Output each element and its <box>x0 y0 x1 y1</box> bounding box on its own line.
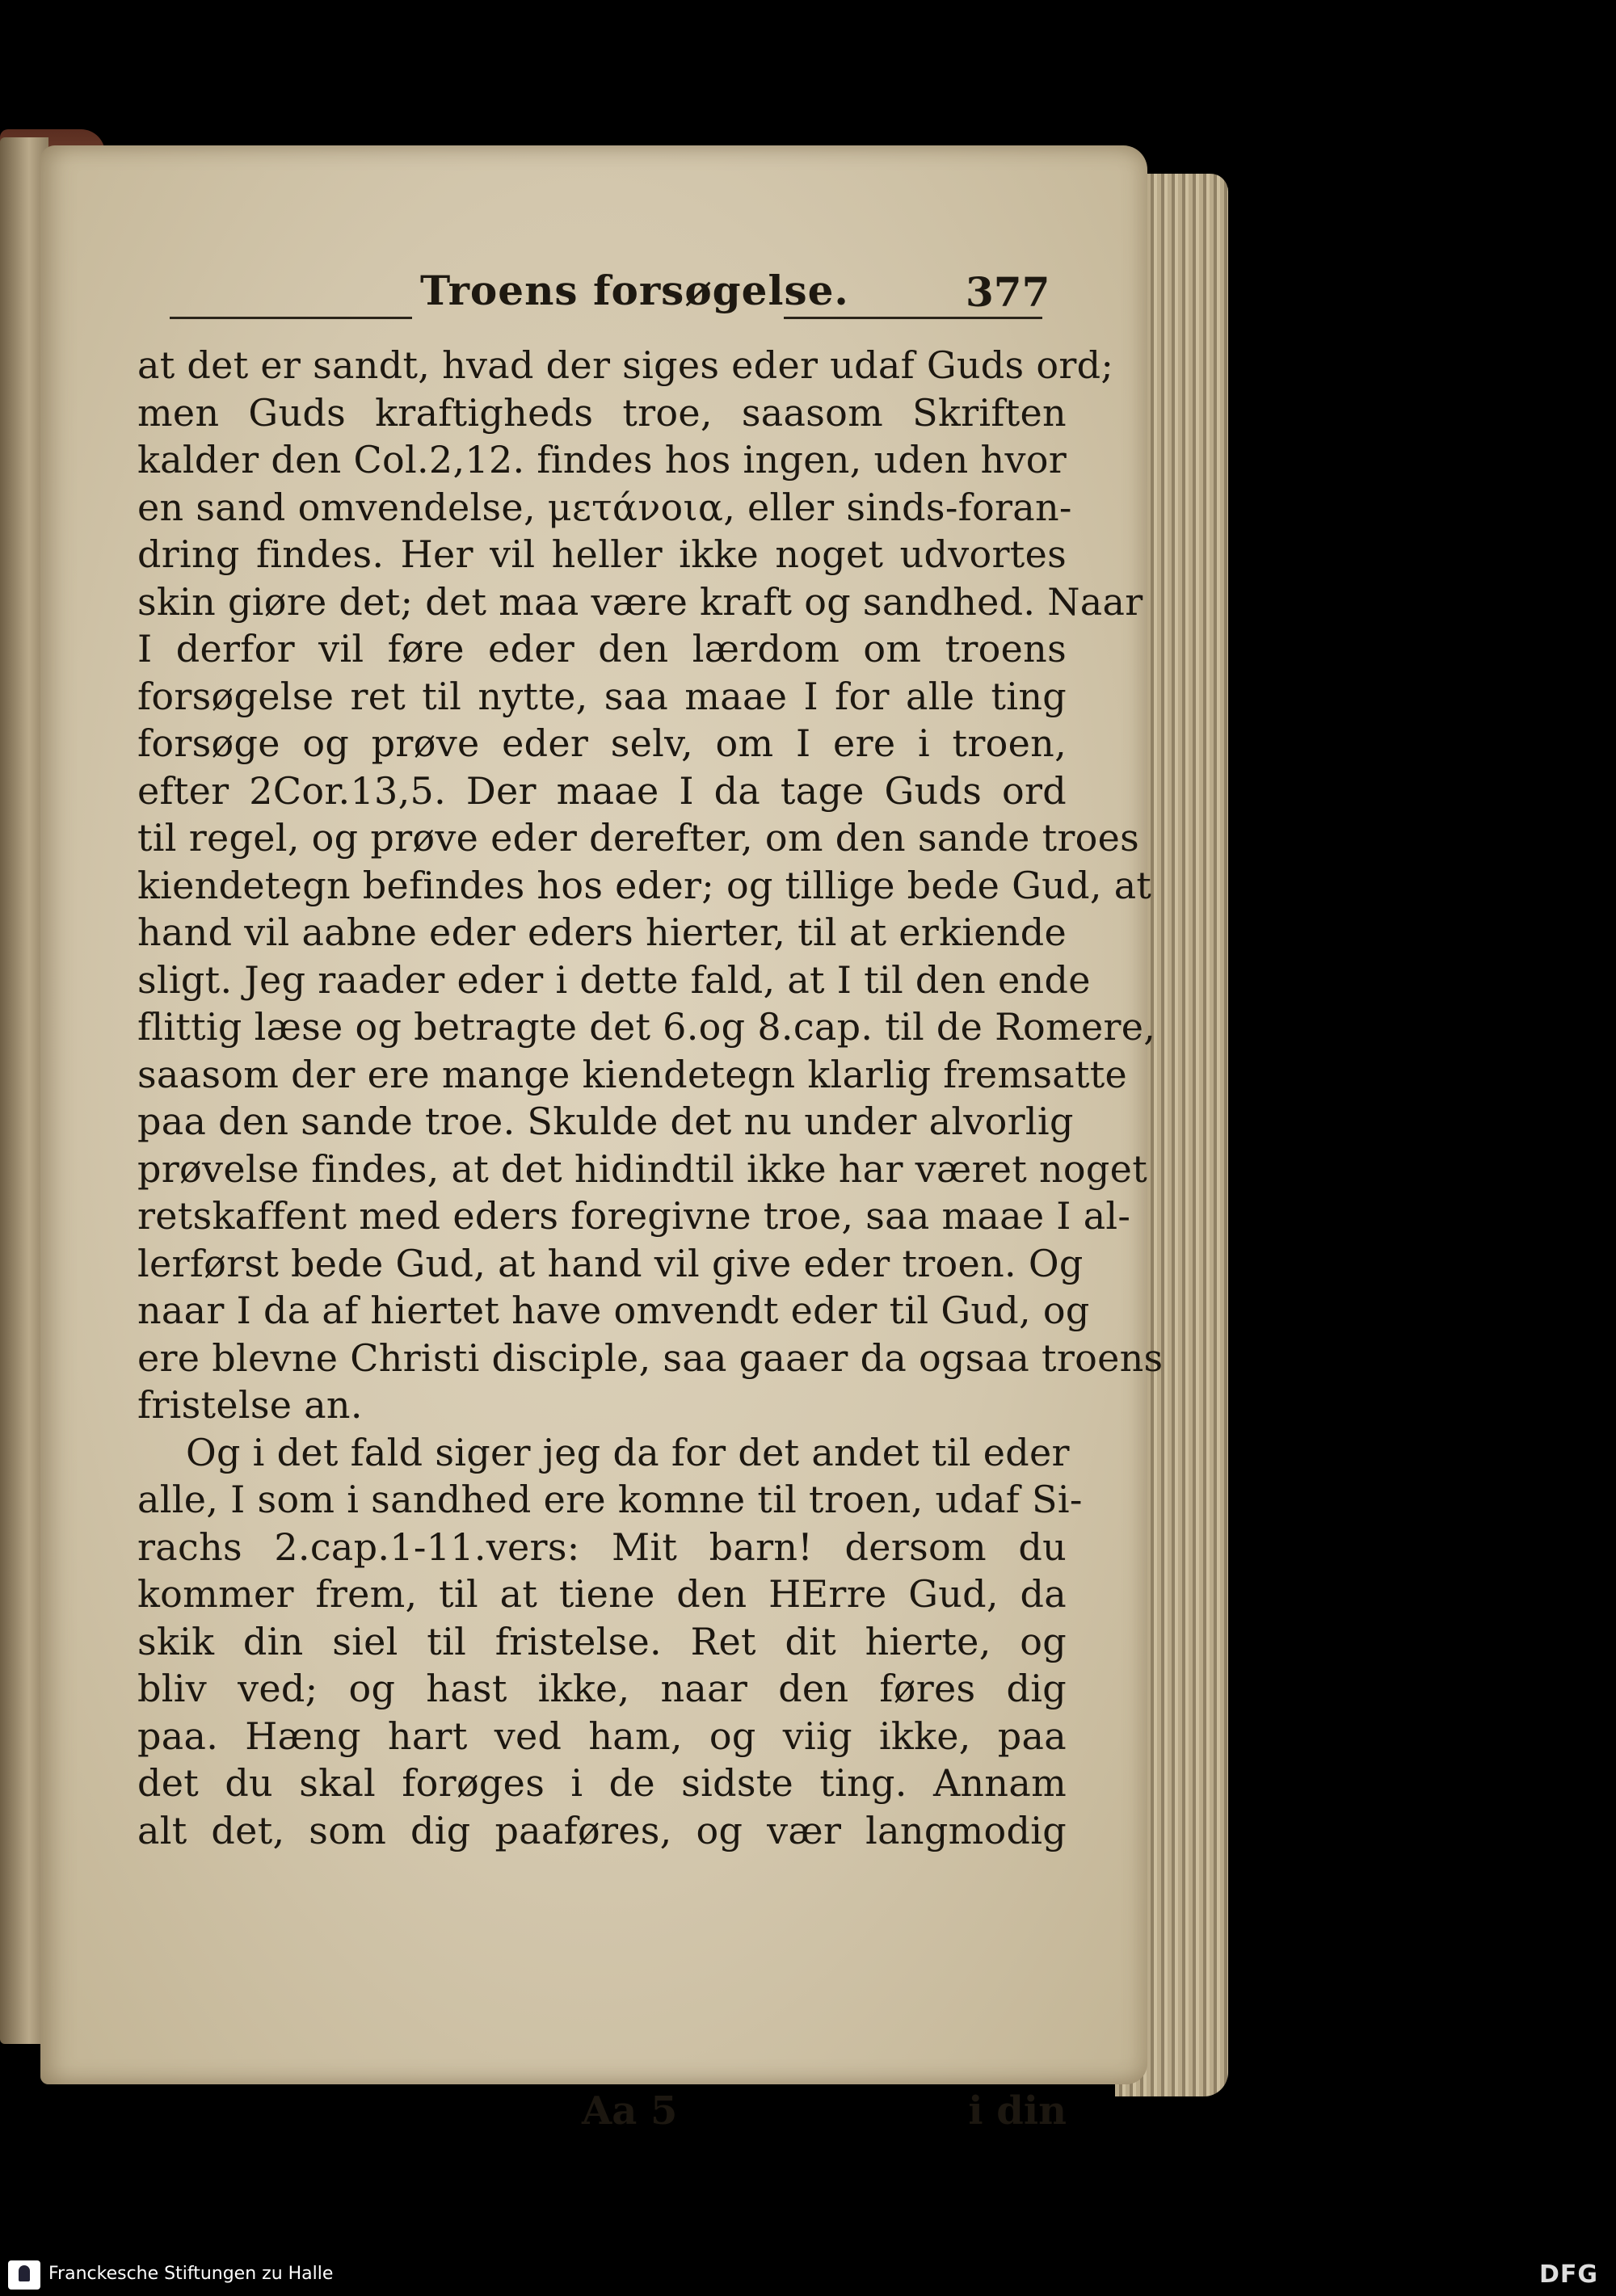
text-line: efter 2Cor.13,5. Der maae I da tage Guds ord <box>137 768 1067 813</box>
institution-logo-icon <box>8 2260 40 2290</box>
text-line: retskaffent med eders foregivne troe, saa maae I al- <box>137 1194 1131 1238</box>
text-line: skin giøre det; det maa være kraft og sandhed. Naar <box>137 579 1143 624</box>
text-line: lerførst bede Gud, at hand vil give eder troen. Og <box>137 1241 1084 1285</box>
text-line: Og i det fald siger jeg da for det andet til eder <box>186 1430 1070 1474</box>
text-line: prøvelse findes, at det hidindtil ikke har været noget <box>137 1146 1147 1191</box>
text-line: det du skal forøges i de sidste ting. Annam <box>137 1761 1067 1805</box>
text-line: en sand omvendelse, μετάνοια, eller sinds-foran- <box>137 485 1072 529</box>
text-line: at det er sandt, hvad der siges eder udaf Guds ord; <box>137 343 1114 387</box>
dfg-logo: DFG <box>1538 2260 1598 2289</box>
text-line: I derfor vil føre eder den lærdom om troens <box>137 627 1067 671</box>
text-line: til regel, og prøve eder derefter, om den sande troes <box>137 816 1140 860</box>
page-header <box>170 267 1050 323</box>
text-line: dring findes. Her vil heller ikke noget udvortes <box>137 532 1067 576</box>
institution-name: Franckesche Stiftungen zu Halle <box>48 2264 334 2284</box>
running-head: Troens forsøgelse. <box>420 267 849 314</box>
text-line: alle, I som i sandhed ere komne til troen, udaf Si- <box>137 1478 1083 1521</box>
header-rule-left <box>170 317 412 319</box>
text-line: kalder den Col.2,12. findes hos ingen, uden hvor <box>137 438 1067 481</box>
signature-mark: Aa 5 <box>582 2088 678 2134</box>
header-rule-right <box>784 317 1042 319</box>
text-line: kommer frem, til at tiene den HErre Gud, da <box>137 1572 1067 1616</box>
text-line: men Guds kraftigheds troe, saasom Skriften <box>137 390 1067 435</box>
text-line: saasom der ere mange kiendetegn klarlig fremsatte <box>137 1052 1128 1096</box>
body-text <box>137 342 1164 1854</box>
text-line: fristelse an. <box>137 1383 363 1427</box>
text-line: flittig læse og betragte det 6.og 8.cap. til de Romere, <box>137 1005 1156 1049</box>
text-line: forsøgelse ret til nytte, saa maae I for alle ting <box>137 674 1067 718</box>
text-line: hand vil aabne eder eders hierter, til at erkiende <box>137 910 1067 954</box>
text-line: alt det, som dig paaføres, og vær langmodig <box>137 1808 1067 1852</box>
page-footer-line <box>137 2088 1067 2138</box>
viewer-footer <box>0 2254 1616 2296</box>
text-line: bliv ved; og hast ikke, naar den føres dig <box>137 1667 1067 1710</box>
text-line: rachs 2.cap.1-11.vers: Mit barn! dersom du <box>137 1524 1067 1569</box>
text-line: kiendetegn befindes hos eder; og tillige bede Gud, at <box>137 863 1152 907</box>
text-line: sligt. Jeg raader eder i dette fald, at I til den ende <box>137 957 1091 1002</box>
text-line: skik din siel til fristelse. Ret dit hierte, og <box>137 1619 1067 1663</box>
text-line: paa. Hæng hart ved ham, og viig ikke, paa <box>137 1714 1067 1758</box>
book-page <box>40 145 1164 2134</box>
text-line: ere blevne Christi disciple, saa gaaer da ogsaa troens <box>137 1335 1164 1380</box>
page-number: 377 <box>966 268 1050 316</box>
text-line: paa den sande troe. Skulde det nu under alvorlig <box>137 1100 1074 1143</box>
catchword: i din <box>968 2088 1067 2134</box>
text-line: forsøge og prøve eder selv, om I ere i troen, <box>137 721 1067 765</box>
text-line: naar I da af hiertet have omvendt eder til Gud, og <box>137 1289 1090 1332</box>
